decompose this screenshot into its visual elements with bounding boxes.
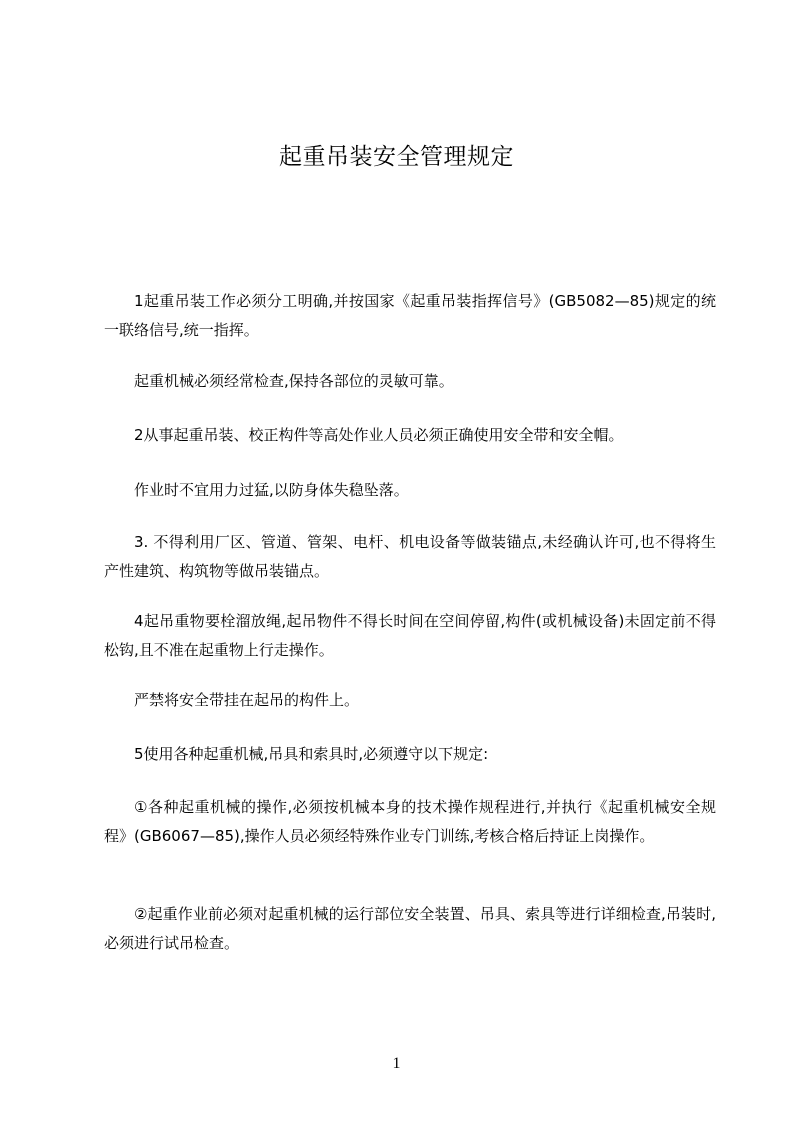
document-title: 起重吊装安全管理规定 bbox=[279, 144, 514, 170]
paragraph-6: 4起吊重物要栓溜放绳,起吊物件不得长时间在空间停留,构件(或机械设备)未固定前不得松钩,且不准在起重物上行走操作。 bbox=[104, 612, 716, 659]
paragraph-10: ②起重作业前必须对起重机械的运行部位安全装置、吊具、索具等进行详细检查,吊装时,必须进行试吊检查。 bbox=[104, 905, 716, 952]
paragraph-9: ①各种起重机械的操作,必须按机械本身的技术操作规程进行,并执行《起重机械安全规程》(GB6067—85),操作人员必须经特殊作业专门训练,考核合格后持证上岗操作。 bbox=[104, 798, 716, 845]
paragraph-3: 2从事起重吊装、校正构件等高处作业人员必须正确使用安全带和安全帽。 bbox=[134, 426, 624, 444]
paragraph-2: 起重机械必须经常检查,保持各部位的灵敏可靠。 bbox=[134, 372, 454, 390]
paragraph-1: 1起重吊装工作必须分工明确,并按国家《起重吊装指挥信号》(GB5082—85)规定的统一联络信号,统一指挥。 bbox=[104, 292, 716, 339]
paragraph-8: 5使用各种起重机械,吊具和索具时,必须遵守以下规定: bbox=[134, 745, 489, 763]
paragraph-7: 严禁将安全带挂在起吊的构件上。 bbox=[134, 691, 360, 709]
paragraph-4: 作业时不宜用力过猛,以防身体失稳坠落。 bbox=[134, 481, 409, 499]
paragraph-5: 3. 不得利用厂区、管道、管架、电杆、机电设备等做装锚点,未经确认许可,也不得将生产性建筑、构筑物等做吊装锚点。 bbox=[104, 533, 716, 580]
page-number: 1 bbox=[392, 1055, 401, 1072]
